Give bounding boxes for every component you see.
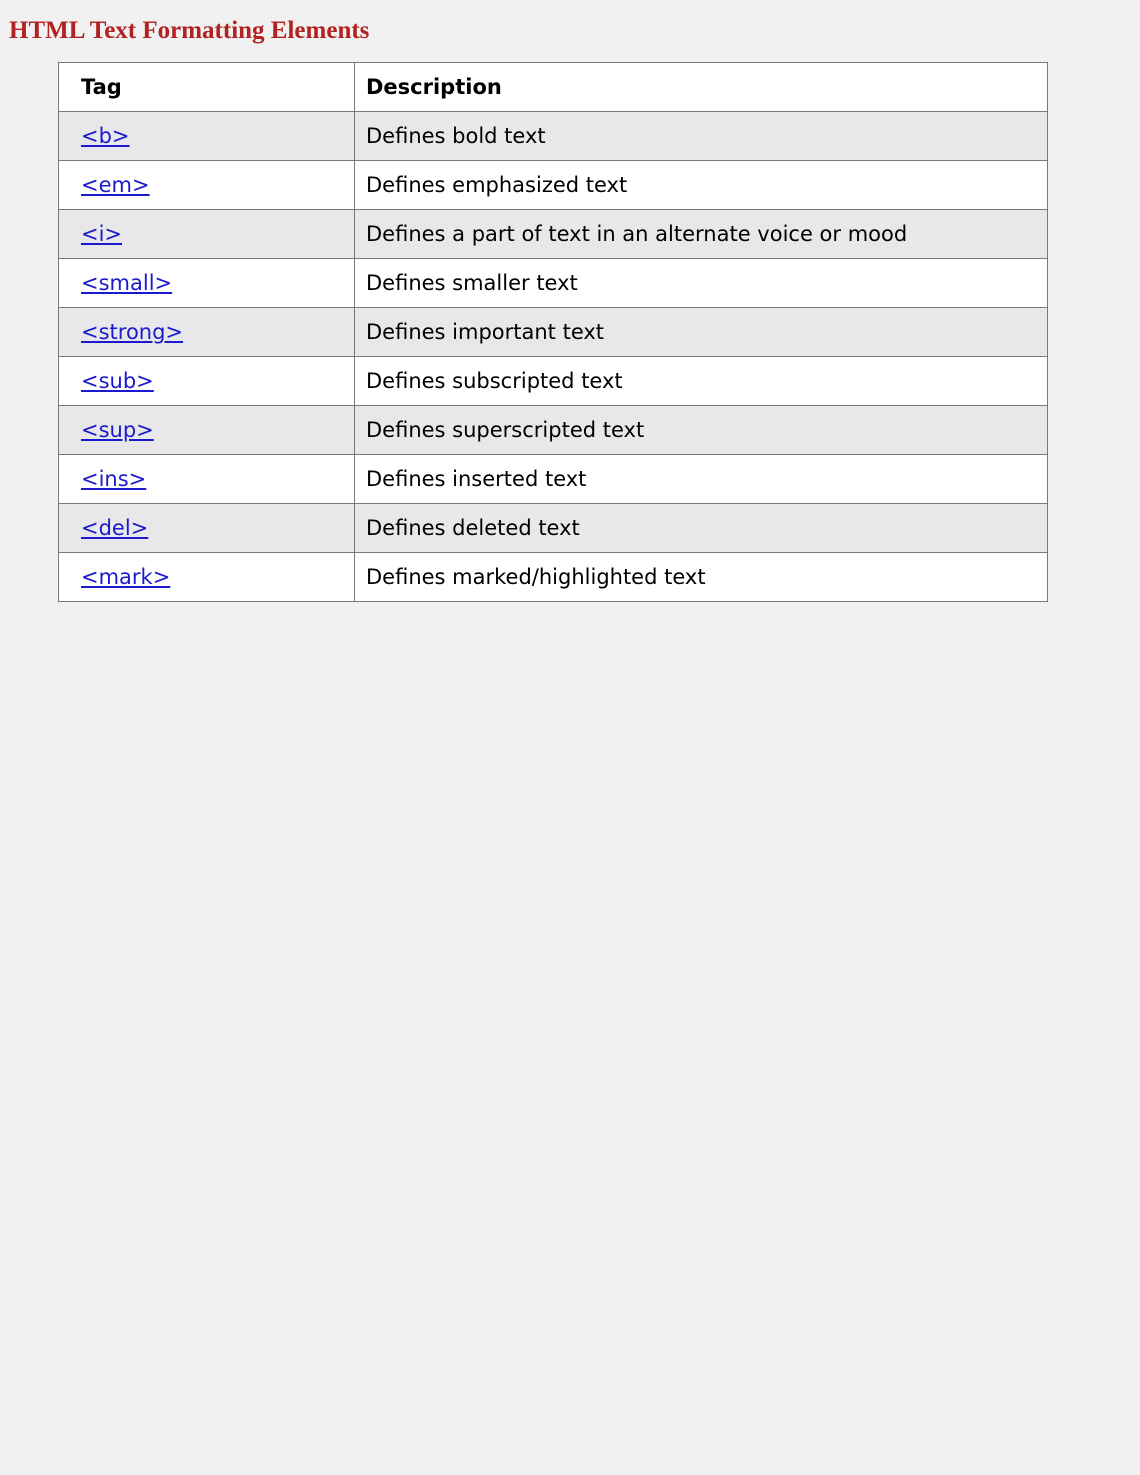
tag-cell [59,112,355,161]
description-cell: Defines marked/highlighted text [355,553,1048,602]
tag-link-del[interactable]: <del> [81,516,149,540]
tag-link-sup[interactable]: <sup> [81,418,154,442]
tag-link-mark[interactable]: <mark> [81,565,171,589]
tag-cell [59,504,355,553]
table-row [59,406,1048,455]
table-row [59,259,1048,308]
page-title: HTML Text Formatting Elements [9,17,370,44]
tag-cell [59,210,355,259]
tag-column-header: Tag [59,63,355,112]
tag-cell [59,161,355,210]
tag-cell [59,553,355,602]
tag-cell [59,455,355,504]
tag-link-em[interactable]: <em> [81,173,150,197]
description-cell: Defines deleted text [355,504,1048,553]
description-cell: Defines bold text [355,112,1048,161]
table-row [59,112,1048,161]
tag-cell [59,259,355,308]
description-cell: Defines emphasized text [355,161,1048,210]
table-row [59,553,1048,602]
tag-cell [59,308,355,357]
tag-link-ins[interactable]: <ins> [81,467,147,491]
tag-link-i[interactable]: <i> [81,222,123,246]
table-row [59,455,1048,504]
formatting-elements-table [58,62,1048,602]
tag-cell [59,357,355,406]
table-row [59,504,1048,553]
tag-link-strong[interactable]: <strong> [81,320,184,344]
table-row [59,308,1048,357]
description-cell: Defines superscripted text [355,406,1048,455]
tag-cell [59,406,355,455]
description-cell: Defines smaller text [355,259,1048,308]
tag-link-sub[interactable]: <sub> [81,369,154,393]
description-cell: Defines important text [355,308,1048,357]
table-header-row [59,63,1048,112]
description-cell: Defines subscripted text [355,357,1048,406]
tag-link-b[interactable]: <b> [81,124,130,148]
table-row [59,210,1048,259]
description-cell: Defines inserted text [355,455,1048,504]
description-column-header: Description [355,63,1048,112]
description-cell: Defines a part of text in an alternate voice or mood [355,210,1048,259]
table-row [59,357,1048,406]
tag-link-small[interactable]: <small> [81,271,173,295]
table-row [59,161,1048,210]
